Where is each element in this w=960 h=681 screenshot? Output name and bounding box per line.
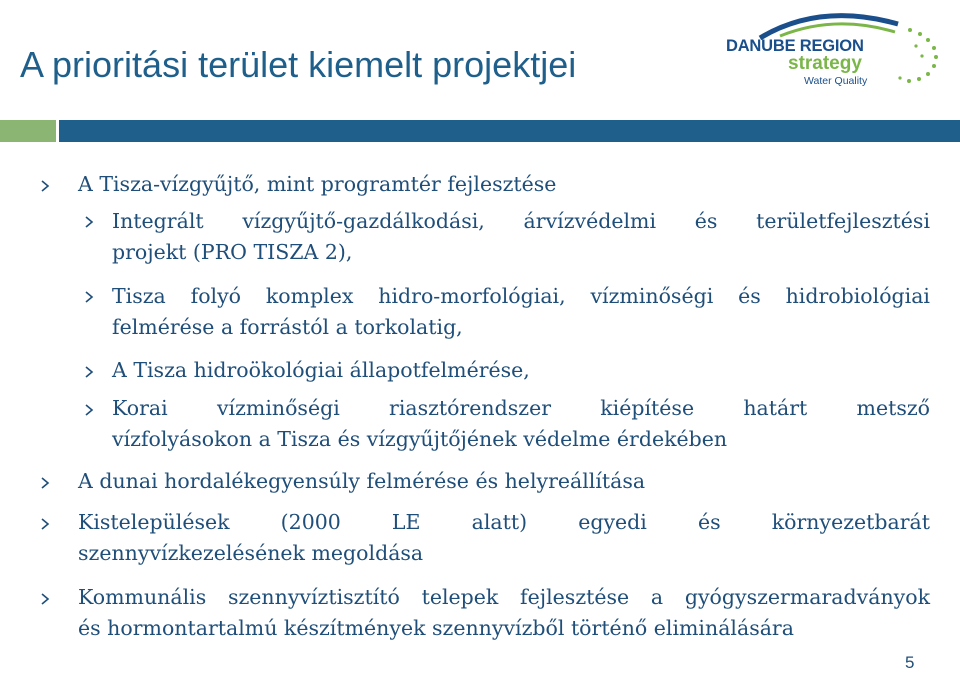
bullet-line: és hormontartalmú készítmények szennyvízből történő eliminálására: [78, 616, 794, 640]
bullet-item: A dunai hordalékegyensúly felmérése és helyreállítása: [78, 469, 646, 493]
sub-bullet-line: projekt (PRO TISZA 2),: [112, 240, 353, 264]
sub-bullet-line: vízfolyásokon a Tisza és vízgyűjtőjének védelme érdekében: [112, 427, 728, 451]
header-accent-blue-bar: [59, 120, 960, 142]
logo-line-strategy: strategy: [788, 53, 862, 74]
sub-bullet-line: A Tisza hidroökológiai állapotfelmérése,: [112, 358, 530, 382]
chevron-bullet-icon: [40, 518, 50, 530]
sub-bullet-line: Tisza folyó komplex hidro-morfológiai, vízminőségi és hidrobiológiai: [112, 284, 930, 308]
chevron-bullet-icon: [84, 404, 94, 416]
bullet-line: szennyvízkezelésének megoldása: [78, 541, 424, 565]
bullet-line: Kistelepülések (2000 LE alatt) egyedi és környezetbarát: [78, 510, 930, 534]
chevron-bullet-icon: [84, 216, 94, 228]
slide-title: A prioritási terület kiemelt projektjei: [20, 44, 577, 85]
chevron-bullet-icon: [40, 477, 50, 489]
logo-line-water-quality: Water Quality: [804, 75, 868, 87]
danube-region-strategy-logo: [720, 6, 952, 92]
logo-line-danube-region: DANUBE REGION: [726, 37, 864, 55]
chevron-bullet-icon: [40, 593, 50, 605]
sub-bullet-line: Integrált vízgyűjtő-gazdálkodási, árvízvédelmi és területfejlesztési: [112, 209, 930, 233]
header-accent-green-bar: [0, 120, 56, 142]
bullet-line: Kommunális szennyvíztisztító telepek fejlesztése a gyógyszermaradványok: [78, 585, 930, 609]
chevron-bullet-icon: [84, 366, 94, 378]
bullet-item: A Tisza-vízgyűjtő, mint programtér fejlesztése: [78, 172, 557, 196]
sub-bullet-line: Korai vízminőségi riasztórendszer kiépítése határt metsző: [112, 396, 930, 420]
chevron-bullet-icon: [84, 291, 94, 303]
sub-bullet-line: felmérése a forrástól a torkolatig,: [112, 315, 463, 339]
page-number: 5: [905, 653, 915, 672]
chevron-bullet-icon: [40, 180, 50, 192]
